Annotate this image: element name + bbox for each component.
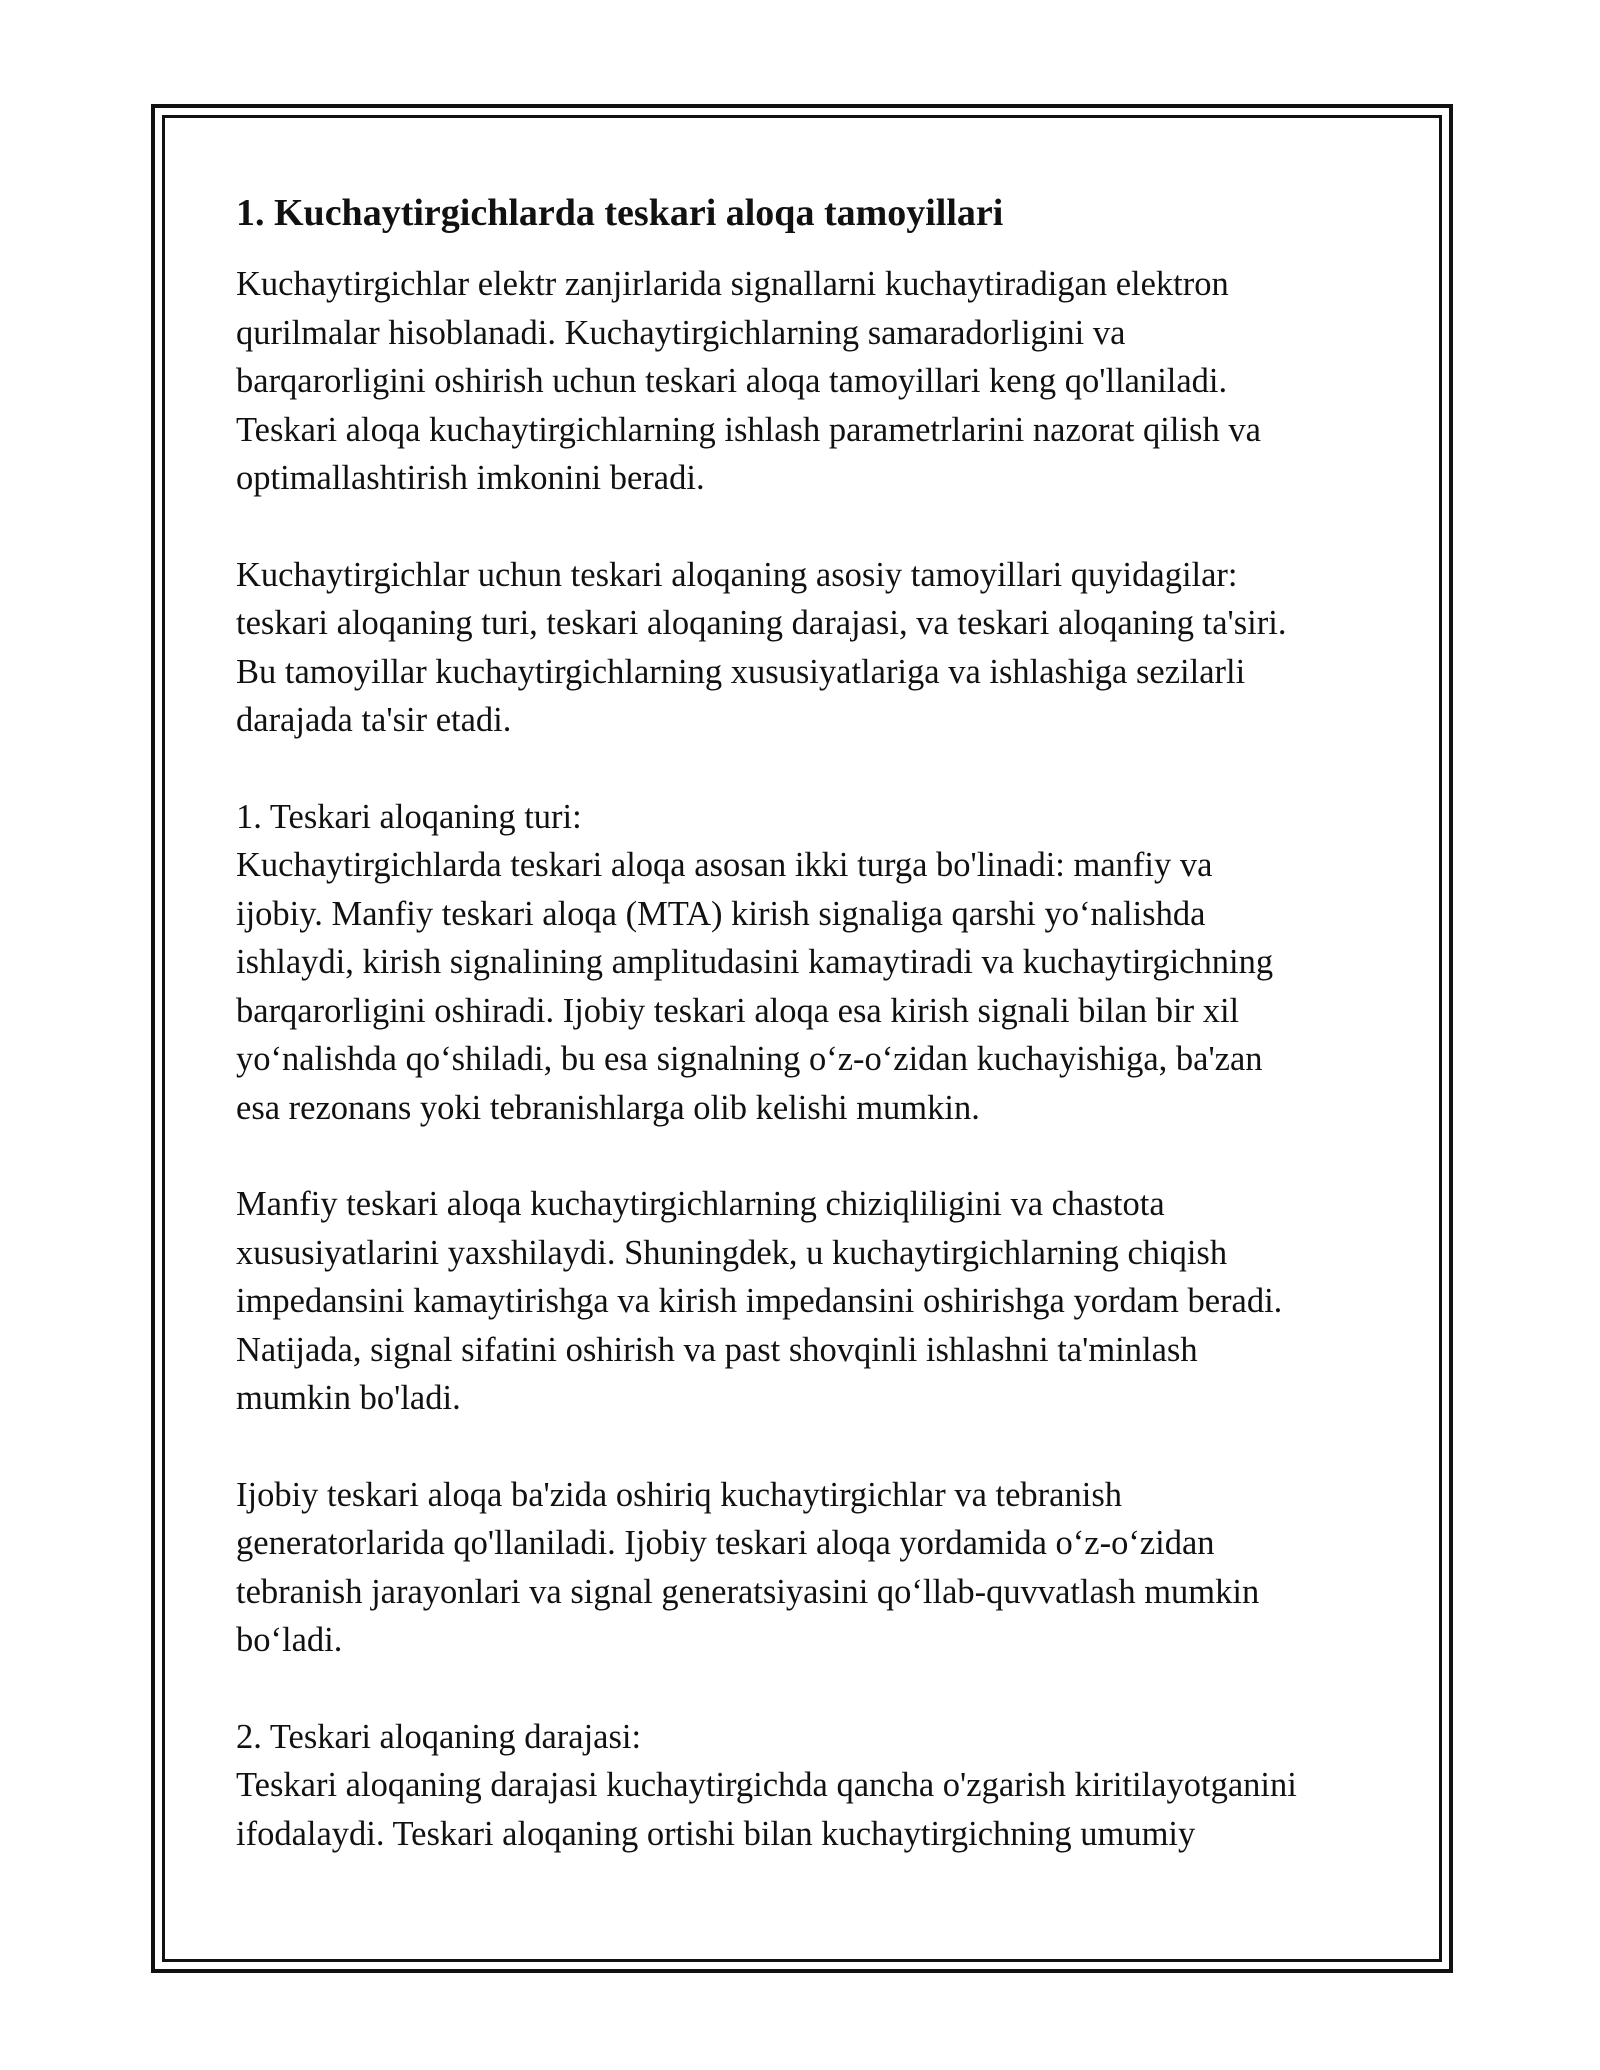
page-title: 1. Kuchaytirgichlarda teskari aloqa tamoyillari: [236, 192, 1004, 234]
text-line: Kuchaytirgichlar uchun teskari aloqaning asosiy tamoyillari quyidagilar:: [236, 555, 1238, 594]
paragraph-intro: [236, 260, 1386, 503]
text-line: ifodalaydi. Teskari aloqaning ortishi bilan kuchaytirgichning umumiy: [236, 1814, 1196, 1853]
text-line: tebranish jarayonlari va signal generatsiyasini qo‘llab-quvvatlash mumkin: [236, 1572, 1260, 1611]
text-line: xususiyatlarini yaxshilaydi. Shuningdek, u kuchaytirgichlarning chiqish: [236, 1233, 1228, 1272]
section-heading: 2. Teskari aloqaning darajasi:: [236, 1717, 642, 1756]
text-line: darajada ta'sir etadi.: [236, 701, 512, 739]
text-line: Kuchaytirgichlarda teskari aloqa asosan ikki turga bo'linadi: manfiy va: [236, 846, 1213, 884]
text-line: impedansini kamaytirishga va kirish impedansini oshirishga yordam beradi.: [236, 1282, 1283, 1320]
text-line: generatorlarida qo'llaniladi. Ijobiy teskari aloqa yordamida o‘z-o‘zidan: [236, 1524, 1215, 1562]
text-line: barqarorligini oshirish uchun teskari aloqa tamoyillari keng qo'llaniladi.: [236, 362, 1228, 400]
paragraph-positive-feedback: [236, 1471, 1386, 1665]
text-line: qurilmalar hisoblanadi. Kuchaytirgichlarning samaradorligini va: [236, 313, 1126, 352]
text-line: Ijobiy teskari aloqa ba'zida oshiriq kuchaytirgichlar va tebranish: [236, 1475, 1122, 1514]
text-line: Kuchaytirgichlar elektr zanjirlarida signallarni kuchaytiradigan elektron: [236, 265, 1229, 303]
text-line: ishlaydi, kirish signalining amplitudasini kamaytiradi va kuchaytirgichning: [236, 943, 1274, 981]
paragraph-negative-feedback: [236, 1180, 1386, 1423]
text-line: barqarorligini oshiradi. Ijobiy teskari aloqa esa kirish signali bilan bir xil: [236, 991, 1240, 1030]
text-line: Manfiy teskari aloqa kuchaytirgichlarning chiziqliligini va chastota: [236, 1185, 1165, 1223]
text-line: Natijada, signal sifatini oshirish va past shovqinli ishlashni ta'minlash: [236, 1330, 1198, 1369]
text-line: Teskari aloqa kuchaytirgichlarning ishlash parametrlarini nazorat qilish va: [236, 410, 1261, 449]
paragraph-principles: [236, 551, 1386, 745]
text-line: mumkin bo'ladi.: [236, 1379, 461, 1417]
text-line: Bu tamoyillar kuchaytirgichlarning xususiyatlariga va ishlashiga sezilarli: [236, 652, 1246, 691]
text-line: bo‘ladi.: [236, 1621, 343, 1659]
paragraph-feedback-degree: [236, 1713, 1386, 1859]
text-line: teskari aloqaning turi, teskari aloqaning darajasi, va teskari aloqaning ta'siri.: [236, 604, 1287, 642]
text-line: esa rezonans yoki tebranishlarga olib kelishi mumkin.: [236, 1088, 980, 1127]
paragraph-feedback-type: [236, 793, 1386, 1133]
document-body: [236, 188, 1386, 1906]
section-heading: 1. Teskari aloqaning turi:: [236, 797, 582, 836]
text-line: yo‘nalishda qo‘shiladi, bu esa signalning o‘z-o‘zidan kuchayishiga, ba'zan: [236, 1040, 1263, 1078]
text-line: optimallashtirish imkonini beradi.: [236, 459, 705, 497]
text-line: Teskari aloqaning darajasi kuchaytirgichda qancha o'zgarish kiritilayotganini: [236, 1766, 1297, 1804]
text-line: ijobiy. Manfiy teskari aloqa (MTA) kirish signaliga qarshi yo‘nalishda: [236, 894, 1206, 933]
